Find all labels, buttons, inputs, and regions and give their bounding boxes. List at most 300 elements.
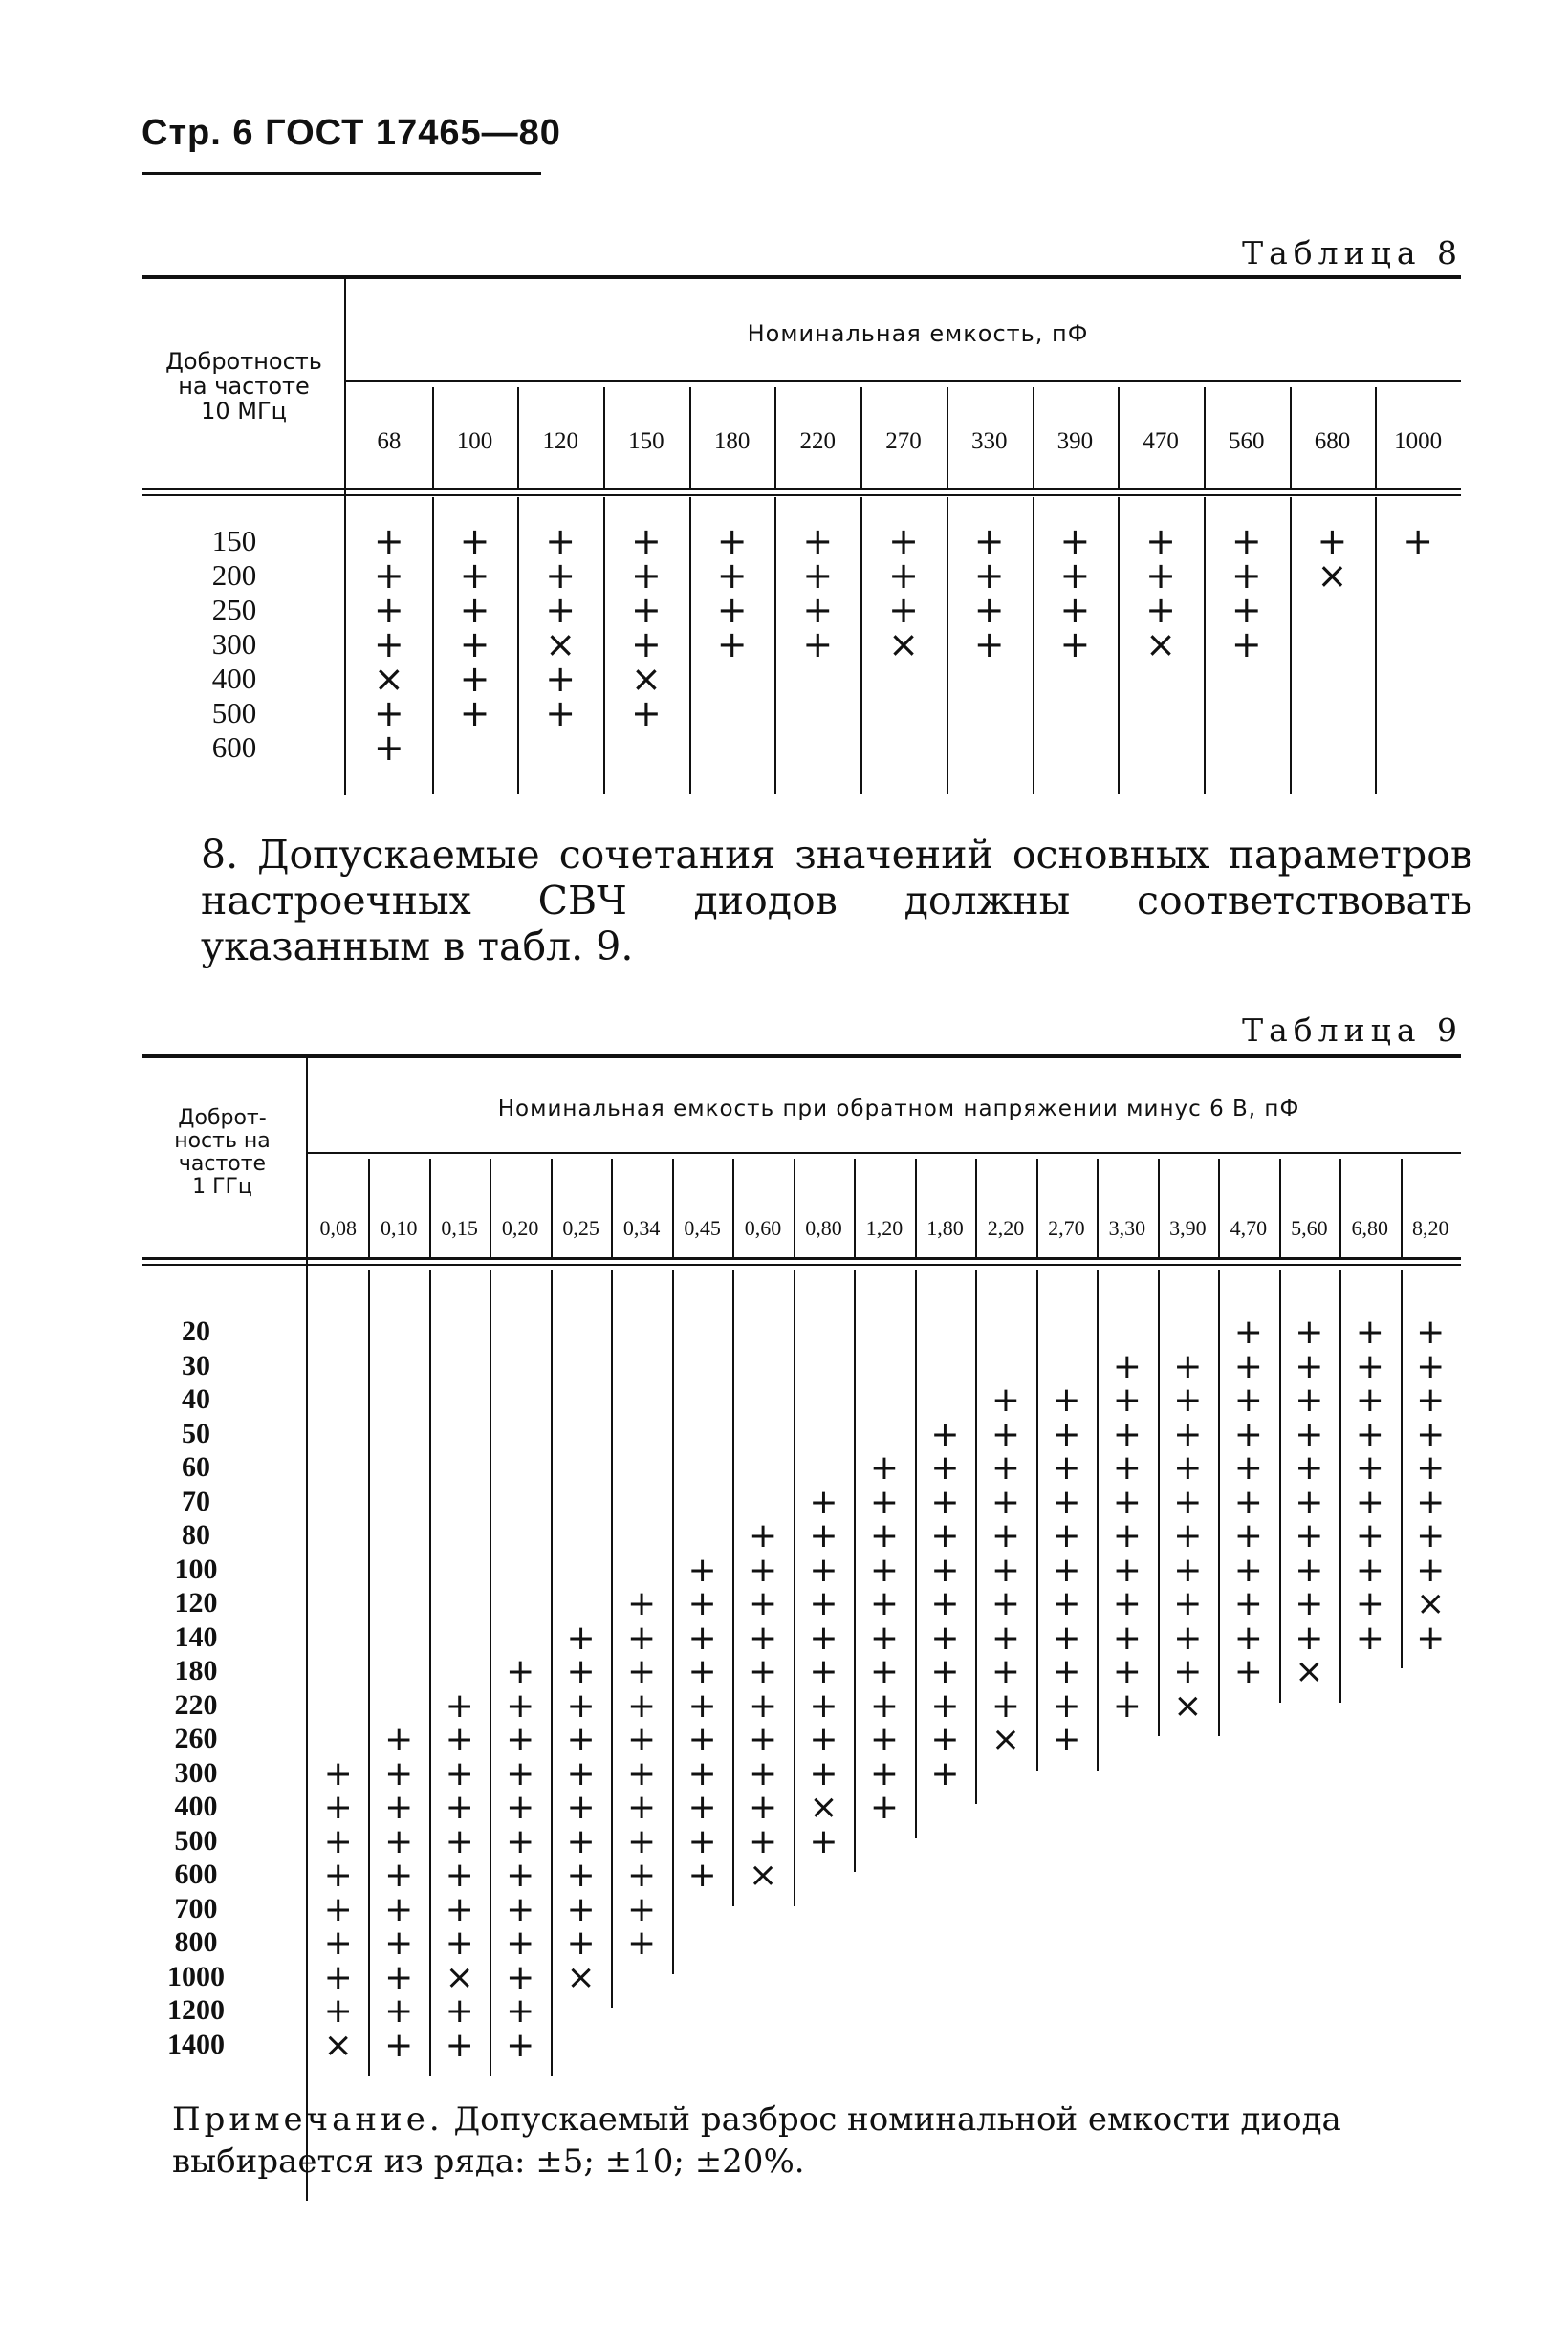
table9-cross-mark: × [1173, 1685, 1203, 1726]
table9-cross-mark: × [323, 2025, 353, 2065]
table9-plus-mark: + [1112, 1584, 1142, 1623]
table8-column-divider [517, 387, 519, 488]
table9-body-divider [854, 1270, 856, 1872]
table9-group-header: Номинальная емкость при обратном напряжении минус 6 В, пФ [497, 1097, 1300, 1121]
table9-plus-mark: + [748, 1753, 778, 1794]
table9-plus-mark: + [1173, 1414, 1203, 1454]
table8-body-divider [1290, 497, 1292, 794]
table9-plus-mark: + [930, 1414, 960, 1454]
table9-plus-mark: + [627, 1788, 657, 1827]
table9-plus-mark: + [748, 1618, 778, 1658]
table8-body-divider [1118, 497, 1120, 794]
table8-body-divider [603, 497, 605, 794]
table8-group-header: Номинальная емкость, пФ [747, 320, 1089, 347]
table9-row-header [143, 1107, 301, 1199]
table8-plus-mark: + [1145, 520, 1176, 562]
table9-plus-mark: + [687, 1720, 717, 1759]
table9-plus-mark: + [1416, 1414, 1446, 1454]
table9-plus-mark: + [566, 1889, 596, 1929]
table9-plus-mark: + [930, 1618, 960, 1658]
table8-plus-mark: + [973, 589, 1005, 631]
table8-plus-mark: + [459, 658, 490, 700]
table9-body-divider [1097, 1270, 1099, 1771]
table9-body-divider [732, 1270, 734, 1906]
table8-body-divider [1204, 497, 1206, 794]
table8-row-value: 250 [211, 593, 257, 626]
table8-plus-mark: + [459, 554, 490, 597]
table9-plus-mark: + [869, 1618, 900, 1658]
table8-plus-mark: + [716, 589, 748, 631]
table8-plus-mark: + [545, 554, 577, 597]
table8-column-header: 560 [1229, 428, 1265, 454]
table9-plus-mark: + [930, 1652, 960, 1691]
table8-plus-mark: + [1145, 554, 1176, 597]
table9-plus-mark: + [991, 1516, 1021, 1555]
table8-column-divider [1204, 387, 1206, 488]
table9-row-header-line: частоте [178, 1152, 267, 1176]
table9-plus-mark: + [748, 1584, 778, 1623]
table9-body-divider [1279, 1270, 1281, 1703]
table8-plus-mark: + [802, 589, 834, 631]
table9-plus-mark: + [506, 1788, 535, 1827]
table8-plus-mark: + [1317, 520, 1348, 562]
table9-plus-mark: + [445, 2025, 474, 2065]
table9-row-header-line: ность на [174, 1129, 271, 1153]
table8-plus-mark: + [1059, 623, 1091, 665]
table8-column-header: 180 [713, 428, 751, 454]
table9-plus-mark: + [627, 1856, 657, 1895]
table9-plus-mark: + [445, 1924, 474, 1963]
table9-row-value: 260 [174, 1723, 218, 1754]
table8-plus-mark: + [1059, 589, 1091, 631]
table9-plus-mark: + [566, 1788, 596, 1827]
table9-plus-mark: + [930, 1448, 960, 1488]
table9-row-value: 800 [174, 1926, 218, 1958]
table8-row-value: 600 [211, 730, 257, 764]
table9-plus-mark: + [1173, 1381, 1203, 1420]
table9-note [172, 2098, 1434, 2183]
table9-caption: Таблица 9 [1242, 1011, 1463, 1049]
table9-column-header: 0,25 [562, 1216, 599, 1240]
table9-plus-mark: + [1355, 1584, 1384, 1623]
table9-plus-mark: + [930, 1516, 960, 1555]
table9-plus-mark: + [1173, 1550, 1203, 1590]
table9-plus-mark: + [687, 1856, 717, 1895]
table9-body-divider [611, 1270, 613, 2008]
table9-plus-mark: + [627, 1821, 657, 1861]
table9-plus-mark: + [506, 1821, 535, 1861]
table8-column-header: 68 [377, 428, 402, 454]
table9-row-value: 300 [174, 1756, 218, 1789]
table9-plus-mark: + [1295, 1448, 1324, 1488]
table9-plus-mark: + [566, 1753, 596, 1794]
table9-plus-mark: + [384, 1720, 414, 1759]
table9-plus-mark: + [506, 1753, 535, 1794]
table9-plus-mark: + [506, 1685, 535, 1726]
table9-plus-mark: + [1416, 1346, 1446, 1386]
table9-plus-mark: + [809, 1516, 838, 1555]
table9-plus-mark: + [687, 1685, 717, 1726]
table9-column-header: 0,80 [805, 1216, 842, 1240]
table9-plus-mark: + [1052, 1414, 1081, 1454]
table9-plus-mark: + [1112, 1685, 1142, 1726]
table9-plus-mark: + [323, 1788, 353, 1827]
table9-plus-mark: + [1355, 1550, 1384, 1590]
table9-plus-mark: + [1355, 1313, 1384, 1352]
table9-plus-mark: + [1416, 1618, 1446, 1658]
table9-column-header: 3,30 [1108, 1216, 1146, 1240]
table9-row-value: 700 [174, 1892, 218, 1924]
table8-plus-mark: + [631, 589, 662, 631]
table9-row-value: 70 [182, 1485, 210, 1517]
table9-plus-mark: + [1233, 1584, 1263, 1623]
table9-plus-mark: + [1112, 1618, 1142, 1658]
table9-cross-mark: × [566, 1957, 596, 1997]
table9-plus-mark: + [748, 1788, 778, 1827]
table9-plus-mark: + [748, 1720, 778, 1759]
table9-plus-mark: + [566, 1821, 596, 1861]
table9-plus-mark: + [991, 1448, 1021, 1488]
table8-column-header: 100 [456, 428, 493, 454]
table9-plus-mark: + [1173, 1448, 1203, 1488]
table8-plus-mark: + [545, 520, 577, 562]
paragraph-8: 8. Допускаемые сочетания значений основных параметров настроечных СВЧ диодов должны соответствовать указанным в табл. 9. [201, 832, 1472, 969]
table9-body-divider [1339, 1270, 1341, 1703]
table9-cross-mark: × [748, 1856, 778, 1895]
table8-plus-mark: + [1059, 520, 1091, 562]
table9-plus-mark: + [991, 1550, 1021, 1590]
table9-row-value: 180 [174, 1655, 218, 1686]
table9-plus-mark: + [506, 1991, 535, 2031]
table9-plus-mark: + [323, 1924, 353, 1963]
table8-column-header: 470 [1143, 428, 1179, 454]
table9-column-header: 0,15 [441, 1216, 478, 1240]
table9-plus-mark: + [687, 1821, 717, 1861]
page-header: Стр. 6 ГОСТ 17465—80 [142, 113, 561, 153]
table9-plus-mark: + [1355, 1381, 1384, 1420]
table9-plus-mark: + [809, 1753, 838, 1794]
table9-plus-mark: + [627, 1685, 657, 1726]
table9-column-divider [611, 1159, 613, 1257]
table9-column-divider [1339, 1159, 1341, 1257]
table9-column-divider [368, 1159, 370, 1257]
table8-header-rule-1 [142, 488, 1461, 490]
table9-plus-mark: + [930, 1720, 960, 1759]
table9-column-divider [975, 1159, 977, 1257]
table9-plus-mark: + [506, 1856, 535, 1895]
table9-plus-mark: + [506, 1889, 535, 1929]
table8-column-divider [1033, 387, 1034, 488]
table9-plus-mark: + [1416, 1381, 1446, 1420]
table9-row-header-line: Доброт- [178, 1106, 267, 1130]
table8-body-divider [1375, 497, 1377, 794]
table9-plus-mark: + [384, 1889, 414, 1929]
table8-plus-mark: + [373, 520, 404, 562]
table9-plus-mark: + [627, 1924, 657, 1963]
table8-plus-mark: + [1403, 520, 1434, 562]
table9-plus-mark: + [991, 1652, 1021, 1691]
table9-column-divider [794, 1159, 795, 1257]
table8-column-header: 390 [1056, 428, 1094, 454]
table9-plus-mark: + [748, 1821, 778, 1861]
table8-plus-mark: + [888, 554, 919, 597]
table9-plus-mark: + [1416, 1313, 1446, 1352]
table9-plus-mark: + [1355, 1414, 1384, 1454]
table9-plus-mark: + [1112, 1381, 1142, 1420]
table9-plus-mark: + [991, 1685, 1021, 1726]
table9-plus-mark: + [506, 1720, 535, 1759]
table9-column-header: 5,60 [1291, 1216, 1328, 1240]
table8-plus-mark: + [373, 589, 404, 631]
table8-plus-mark: + [973, 623, 1005, 665]
table9-plus-mark: + [506, 1957, 535, 1997]
table9-column-header: 0,20 [501, 1216, 539, 1240]
table9-plus-mark: + [566, 1618, 596, 1658]
table9-plus-mark: + [1112, 1346, 1142, 1386]
table9-plus-mark: + [1233, 1550, 1263, 1590]
table8-plus-mark: + [1230, 589, 1262, 631]
table9-plus-mark: + [1173, 1346, 1203, 1386]
table9-plus-mark: + [323, 1753, 353, 1794]
table9-plus-mark: + [1295, 1313, 1324, 1352]
table8-column-divider [432, 387, 434, 488]
table9-plus-mark: + [627, 1584, 657, 1623]
table9-plus-mark: + [809, 1618, 838, 1658]
table8-plus-mark: + [459, 589, 490, 631]
table9-row-value: 80 [182, 1519, 210, 1551]
table9-plus-mark: + [748, 1516, 778, 1555]
table9-plus-mark: + [809, 1720, 838, 1759]
table9-plus-mark: + [445, 1788, 474, 1827]
table9-plus-mark: + [506, 1652, 535, 1691]
table9-column-header: 2,20 [987, 1216, 1025, 1240]
table8-cross-mark: × [373, 658, 404, 700]
table9-row-value: 140 [174, 1620, 218, 1653]
table9-row-value: 1000 [167, 1960, 225, 1992]
table9-plus-mark: + [566, 1856, 596, 1895]
table8-plus-mark: + [716, 554, 748, 597]
table9-plus-mark: + [445, 1720, 474, 1759]
table9-row-value: 60 [182, 1451, 210, 1483]
table9-row-header-line: 1 ГГц [192, 1175, 252, 1199]
table9-header-rule-2 [142, 1264, 1461, 1266]
table9-column-divider [1218, 1159, 1220, 1257]
table8-plus-mark: + [1230, 623, 1262, 665]
table9-plus-mark: + [809, 1652, 838, 1691]
table9-plus-mark: + [323, 1957, 353, 1997]
table8-plus-mark: + [373, 554, 404, 597]
table9-plus-mark: + [627, 1889, 657, 1929]
table8-plus-mark: + [802, 623, 834, 665]
table8-row-header-line: 10 МГц [201, 398, 287, 424]
table9-row-value: 600 [174, 1859, 218, 1890]
table9-plus-mark: + [566, 1720, 596, 1759]
table8-row-value: 150 [211, 524, 257, 557]
table9-plus-mark: + [384, 1991, 414, 2031]
table9-plus-mark: + [1295, 1550, 1324, 1590]
table9-column-divider [1401, 1159, 1403, 1257]
table8-cross-mark: × [545, 623, 577, 665]
table9-plus-mark: + [1052, 1381, 1081, 1420]
table9-plus-mark: + [1233, 1448, 1263, 1488]
table9-plus-mark: + [1233, 1482, 1263, 1522]
table9-row-value: 220 [174, 1688, 218, 1721]
table9-column-header: 0,08 [319, 1216, 357, 1240]
table8-header-rule-2 [142, 494, 1461, 496]
table8-column-divider [1290, 387, 1292, 488]
table9-plus-mark: + [1295, 1482, 1324, 1522]
table9-plus-mark: + [1112, 1448, 1142, 1488]
table9-plus-mark: + [930, 1550, 960, 1590]
table9-plus-mark: + [445, 1753, 474, 1794]
table9-body-divider [915, 1270, 917, 1838]
table8-plus-mark: + [373, 623, 404, 665]
table8-plus-mark: + [631, 692, 662, 734]
table9-plus-mark: + [384, 1753, 414, 1794]
table8-plus-mark: + [545, 658, 577, 700]
table8-column-header: 150 [628, 428, 664, 454]
table9-plus-mark: + [566, 1652, 596, 1691]
table9-plus-mark: + [323, 1889, 353, 1929]
table9-column-header: 3,90 [1169, 1216, 1207, 1240]
table9-plus-mark: + [1052, 1720, 1081, 1759]
table9-group-rule [308, 1152, 1461, 1154]
table9-plus-mark: + [1295, 1414, 1324, 1454]
table9-plus-mark: + [1295, 1618, 1324, 1658]
table9-plus-mark: + [1233, 1346, 1263, 1386]
table8-column-header: 680 [1314, 428, 1351, 454]
table8-row-value: 300 [211, 627, 257, 661]
table9-column-divider [1036, 1159, 1038, 1257]
table9-plus-mark: + [627, 1618, 657, 1658]
table9-plus-mark: + [1416, 1482, 1446, 1522]
table8-body-divider [774, 497, 776, 794]
table9-plus-mark: + [1112, 1414, 1142, 1454]
table9-body-divider [551, 1270, 553, 2076]
table8-body-divider [947, 497, 948, 794]
table9-plus-mark: + [1052, 1482, 1081, 1522]
table9-plus-mark: + [991, 1381, 1021, 1420]
table9-plus-mark: + [1295, 1584, 1324, 1623]
table9-plus-mark: + [869, 1753, 900, 1794]
table9-body-divider [975, 1270, 977, 1804]
table8-top-rule [142, 275, 1461, 279]
table8-plus-mark: + [373, 727, 404, 769]
table9-column-divider [854, 1159, 856, 1257]
table9-plus-mark: + [809, 1584, 838, 1623]
table9-column-header: 6,80 [1351, 1216, 1389, 1240]
table9-plus-mark: + [384, 1821, 414, 1861]
table9-column-header: 0,45 [684, 1216, 721, 1240]
table9-plus-mark: + [445, 1856, 474, 1895]
table8-plus-mark: + [631, 623, 662, 665]
table8-cross-mark: × [1145, 623, 1176, 665]
table9-plus-mark: + [445, 1685, 474, 1726]
table9-column-header: 0,34 [622, 1216, 661, 1240]
table9-plus-mark: + [687, 1618, 717, 1658]
table8-row-header-line: на частоте [178, 373, 310, 400]
header-underline [142, 172, 541, 175]
table9-plus-mark: + [445, 1821, 474, 1861]
table8-row-value: 400 [211, 662, 257, 695]
table9-plus-mark: + [930, 1753, 960, 1794]
table9-plus-mark: + [869, 1482, 900, 1522]
table8-body-divider [1033, 497, 1034, 794]
table9-column-header: 8,20 [1412, 1216, 1449, 1240]
table9-plus-mark: + [1295, 1516, 1324, 1555]
table8-column-header: 220 [799, 428, 837, 454]
table9-plus-mark: + [1233, 1313, 1263, 1352]
table8-plus-mark: + [545, 589, 577, 631]
table9-plus-mark: + [1233, 1516, 1263, 1555]
table9-plus-mark: + [566, 1924, 596, 1963]
table9-row-value: 120 [174, 1587, 218, 1619]
table9-row-value: 30 [182, 1349, 210, 1381]
table9-plus-mark: + [1355, 1482, 1384, 1522]
table9-column-divider [490, 1159, 491, 1257]
table9-plus-mark: + [687, 1584, 717, 1623]
table9-column-divider [915, 1159, 917, 1257]
table8-plus-mark: + [1145, 589, 1176, 631]
table8-column-header: 270 [885, 428, 922, 454]
table9-plus-mark: + [1416, 1516, 1446, 1555]
table9-plus-mark: + [323, 1856, 353, 1895]
table9-cross-mark: × [991, 1720, 1021, 1759]
table9-column-header: 0,60 [744, 1216, 782, 1240]
table8-plus-mark: + [373, 692, 404, 734]
table8-plus-mark: + [459, 623, 490, 665]
table9-plus-mark: + [1295, 1346, 1324, 1386]
table9-plus-mark: + [748, 1550, 778, 1590]
table8-row-value: 500 [211, 696, 257, 729]
table9-plus-mark: + [930, 1584, 960, 1623]
table9-plus-mark: + [1355, 1516, 1384, 1555]
table9-plus-mark: + [1233, 1381, 1263, 1420]
table9-column-divider [1279, 1159, 1281, 1257]
table9-plus-mark: + [991, 1584, 1021, 1623]
table9-plus-mark: + [869, 1584, 900, 1623]
table9-plus-mark: + [627, 1652, 657, 1691]
table9-plus-mark: + [748, 1685, 778, 1726]
table9-plus-mark: + [930, 1685, 960, 1726]
table9-plus-mark: + [1173, 1516, 1203, 1555]
table9-plus-mark: + [445, 1991, 474, 2031]
table9-column-header: 1,20 [865, 1216, 904, 1240]
table8-body-divider [860, 497, 862, 794]
table9-plus-mark: + [1355, 1618, 1384, 1658]
table9-plus-mark: + [323, 1821, 353, 1861]
table9-top-rule [142, 1054, 1461, 1058]
table9-body-divider [1218, 1270, 1220, 1736]
table8-plus-mark: + [716, 520, 748, 562]
table8-body-divider [432, 497, 434, 794]
table8-plus-mark: + [716, 623, 748, 665]
table9-column-header: 4,70 [1230, 1216, 1268, 1240]
table9-column-divider [732, 1159, 734, 1257]
table9-plus-mark: + [687, 1753, 717, 1794]
table9-row-value: 400 [174, 1791, 218, 1822]
table9-plus-mark: + [1052, 1685, 1081, 1726]
table9-row-value: 100 [174, 1553, 218, 1585]
table9-plus-mark: + [869, 1685, 900, 1726]
table8-plus-mark: + [802, 554, 834, 597]
table9-plus-mark: + [384, 1856, 414, 1895]
table9-plus-mark: + [869, 1652, 900, 1691]
table8-plus-mark: + [802, 520, 834, 562]
table9-plus-mark: + [1173, 1652, 1203, 1691]
note-text: Допускаемый разброс номинальной емкости диода выбирается из ряда: ±5; ±10; ±20%. [172, 2100, 1341, 2181]
table8-column-header: 120 [542, 428, 578, 454]
